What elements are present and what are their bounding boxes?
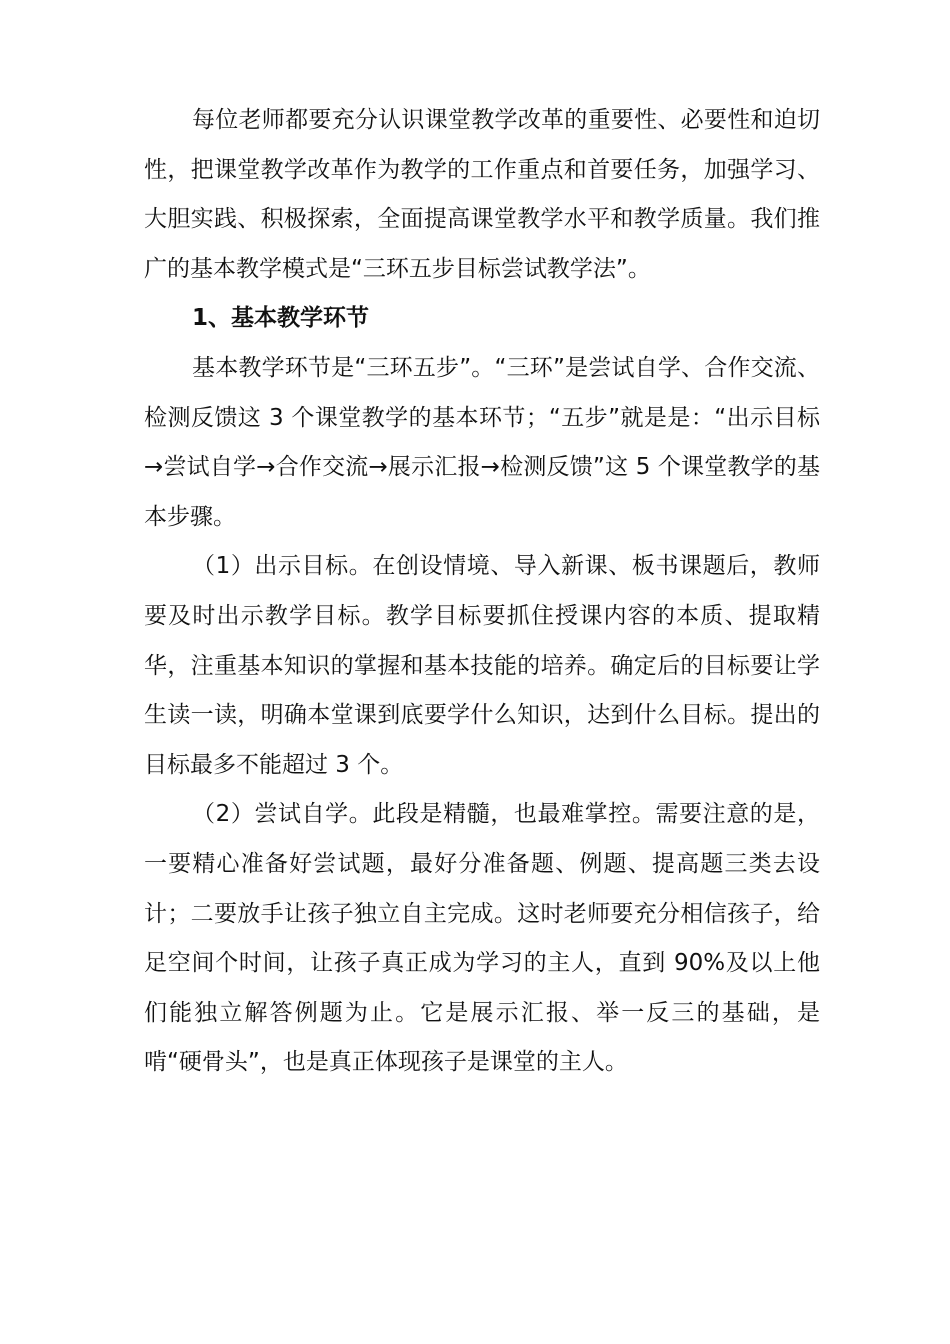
step-2-paragraph: （2）尝试自学。此段是精髓，也最难掌控。需要注意的是，一要精心准备好尝试题，最好分准备题、例题、提高题三类去设计；二要放手让孩子独立自主完成。这时老师要充分相信孩子，给足空间个时间，让孩子真正成为学习的主人，直到 90%及以上他们能独立解答例题为止。它是展示汇报、举一反三的基础，是啃“硬骨头”，也是真正体现孩子是课堂的主人。	[144, 801, 820, 1076]
basic-steps-paragraph: 基本教学环节是“三环五步”。“三环”是尝试自学、合作交流、检测反馈这 3 个课堂教学的基本环节；“五步”就是是：“出示目标→尝试自学→合作交流→展示汇报→检测反馈”这 5 个课堂教学的基本步骤。	[144, 354, 820, 530]
document-body	[144, 96, 820, 1088]
step-1-paragraph: （1）出示目标。在创设情境、导入新课、板书课题后，教师要及时出示教学目标。教学目标要抓住授课内容的本质、提取精华，注重基本知识的掌握和基本技能的培养。确定后的目标要让学生读一读，明确本堂课到底要学什么知识，达到什么目标。提出的目标最多不能超过 3 个。	[144, 553, 820, 778]
section-heading: 1、基本教学环节	[192, 305, 370, 332]
intro-paragraph: 每位老师都要充分认识课堂教学改革的重要性、必要性和迫切性，把课堂教学改革作为教学的工作重点和首要任务，加强学习、大胆实践、积极探索，全面提高课堂教学水平和教学质量。我们推广的基本教学模式是“三环五步目标尝试教学法”。	[144, 107, 820, 282]
